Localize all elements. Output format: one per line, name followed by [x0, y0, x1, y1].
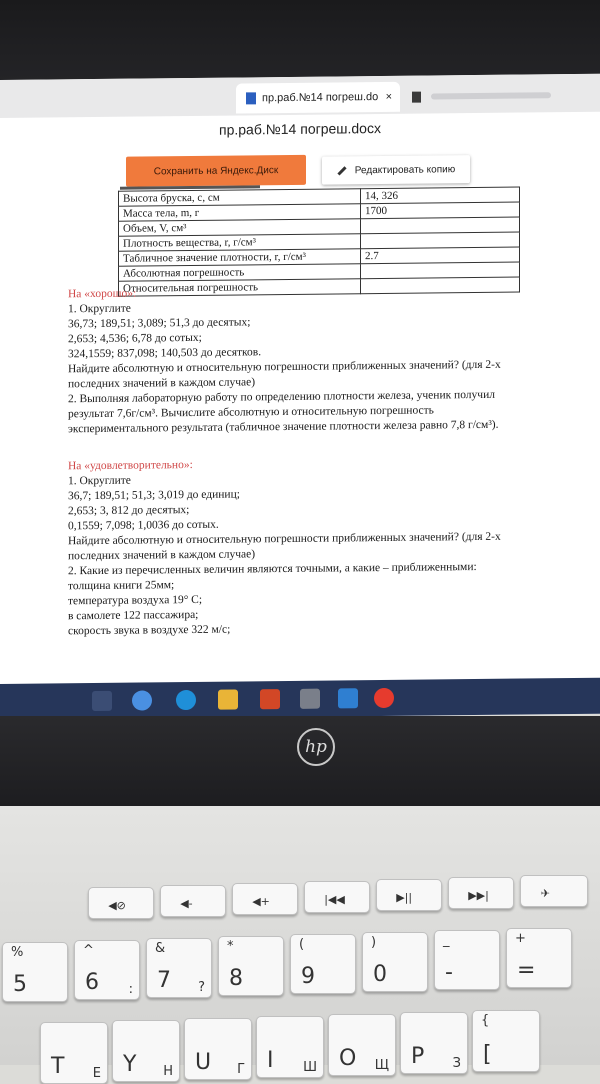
text-line: Найдите абсолютную и относительную погрешности приближенных значений? (для 2-х [68, 530, 501, 548]
table-cell-label: Плотность вещества, r, г/см³ [119, 234, 361, 252]
key-main-label: U [195, 1050, 212, 1075]
key-sub-label: Е [92, 1066, 101, 1081]
table-cell-value [361, 232, 520, 249]
table-cell-label: Абсолютная погрешность [119, 264, 361, 282]
edit-copy-label: Редактировать копию [354, 163, 456, 176]
text-line: 0,1559; 7,098; 1,0036 до сотых. [68, 518, 219, 533]
laptop-bottom-bezel [0, 716, 600, 806]
text-line: 2. Какие из перечисленных величин являются точными, а какие – приближенными: [68, 561, 477, 578]
volume-down-icon: ◀- [180, 897, 193, 910]
next-track-key[interactable] [448, 877, 514, 909]
keyboard-key[interactable] [256, 1016, 324, 1078]
previous-track-icon: |◀◀ [324, 893, 345, 906]
table-cell-value [361, 217, 520, 234]
text-line: последних значений в каждом случае) [68, 548, 256, 563]
text-line: 1. Округлите [68, 302, 131, 316]
mail-icon[interactable] [338, 688, 358, 708]
key-top-label: & [155, 941, 166, 956]
keyboard-key[interactable] [290, 934, 356, 994]
keyboard-key[interactable] [2, 942, 68, 1002]
previous-track-key[interactable] [304, 881, 370, 913]
mute-key[interactable] [88, 887, 154, 919]
section-satisfactory [68, 454, 558, 639]
play-pause-icon: ▶|| [396, 891, 413, 904]
key-top-label: + [515, 931, 526, 946]
keyboard-key[interactable] [74, 940, 140, 1000]
keyboard-key[interactable] [328, 1014, 396, 1076]
keyboard-key[interactable] [506, 928, 572, 988]
table-cell-value: 1700 [361, 202, 520, 219]
tab-inactive[interactable] [404, 84, 594, 108]
edit-copy-button[interactable] [322, 155, 470, 185]
key-main-label: 8 [229, 966, 243, 991]
edge-browser-icon[interactable] [176, 690, 196, 710]
next-track-icon: ▶▶| [468, 889, 489, 902]
text-line: 2,653; 3, 812 до десятых; [68, 504, 190, 518]
key-main-label: [ [483, 1042, 492, 1067]
keyboard-key[interactable] [218, 936, 284, 996]
document-title: пр.раб.№14 погреш.docx [219, 120, 381, 138]
task-view-icon[interactable] [92, 691, 112, 711]
key-top-label: { [481, 1013, 490, 1028]
airplane-icon: ✈ [540, 887, 551, 900]
file-explorer-icon[interactable] [218, 690, 238, 710]
keyboard-key[interactable] [112, 1020, 180, 1082]
text-line: экспериментального результата (табличное значение плотности железа равно 7,8 г/см³). [68, 418, 499, 436]
mute-icon: ◀⊘ [108, 899, 126, 912]
key-top-label: ( [299, 937, 305, 952]
keyboard-key[interactable] [184, 1018, 252, 1080]
close-tab-icon[interactable]: × [385, 90, 392, 103]
tab-active-document[interactable] [236, 82, 400, 114]
key-sub-label: Г [237, 1062, 245, 1077]
key-main-label: 9 [301, 964, 315, 989]
text-line: 36,7; 189,51; 51,3; 3,019 до единиц; [68, 488, 240, 503]
key-main-label: 6 [85, 970, 99, 995]
key-top-label: % [11, 945, 24, 960]
text-line: скорость звука в воздухе 322 м/с; [68, 623, 231, 638]
key-top-label: _ [443, 933, 450, 948]
key-main-label: P [411, 1044, 425, 1069]
key-main-label: T [51, 1054, 65, 1079]
key-sub-label: : [128, 982, 133, 997]
text-line: 324,1559; 837,098; 140,503 до десятков. [68, 346, 262, 361]
volume-down-key[interactable] [160, 885, 226, 917]
key-top-label: ) [371, 935, 377, 950]
document-icon [412, 91, 421, 102]
powerpoint-icon[interactable] [260, 689, 280, 709]
key-top-label: * [227, 939, 234, 954]
key-main-label: 5 [13, 972, 27, 997]
text-line: 2,653; 4,536; 6,78 до сотых; [68, 331, 202, 346]
text-line: 2. Выполняя лабораторную работу по определению плотности железа, ученик получил [68, 388, 495, 406]
text-line: Найдите абсолютную и относительную погрешности приближенных значений? (для 2-х [68, 358, 501, 376]
document-body [0, 186, 600, 720]
key-sub-label: Щ [374, 1058, 389, 1073]
laptop-screen [0, 74, 600, 720]
key-sub-label: Ш [303, 1060, 317, 1075]
table-cell-label: Масса тела, m, г [119, 204, 361, 222]
table-cell-label: Объем, V, см³ [119, 219, 361, 237]
table-cell-value: 2.7 [361, 247, 520, 264]
save-to-yandex-disk-button[interactable]: Сохранить на Яндекс.Диск [126, 155, 306, 187]
keyboard-key[interactable] [434, 930, 500, 990]
laptop-top-bezel [0, 0, 600, 82]
text-line: толщина книги 25мм; [68, 579, 175, 593]
key-main-label: = [517, 958, 536, 983]
table-cell-label: Высота бруска, с, см [119, 189, 361, 207]
section-heading: На «хорошо»: [68, 287, 137, 301]
text-line: в самолете 122 пассажира; [68, 608, 199, 623]
key-sub-label: ? [198, 980, 205, 995]
windows-taskbar [0, 678, 600, 720]
keyboard-key[interactable] [40, 1022, 108, 1084]
key-main-label: I [267, 1048, 274, 1073]
key-main-label: 0 [373, 962, 387, 987]
play-pause-key[interactable] [376, 879, 442, 911]
tab-title: пр.раб.№14 погреш.do [262, 91, 379, 105]
pencil-icon [337, 166, 346, 175]
blurred-tab-title [431, 92, 551, 99]
key-sub-label: З [452, 1056, 461, 1071]
browser-tab-bar [0, 74, 600, 118]
key-top-label: ^ [83, 943, 94, 958]
table-cell-value [361, 262, 520, 279]
text-line: 36,73; 189,51; 3,089; 51,3 до десятых; [68, 316, 251, 331]
airplane-mode-key[interactable] [520, 875, 588, 907]
properties-table [118, 187, 520, 297]
hp-logo: hp [297, 728, 335, 766]
key-main-label: - [445, 960, 453, 985]
text-line: последних значений в каждом случае) [68, 376, 256, 391]
table-cell-value: 14, 326 [361, 187, 520, 204]
text-line: 1. Округлите [68, 474, 131, 488]
yandex-browser-icon[interactable] [374, 688, 394, 708]
key-main-label: 7 [157, 968, 171, 993]
keyboard-key[interactable] [472, 1010, 540, 1072]
section-heading: На «удовлетворительно»: [68, 458, 193, 473]
store-icon[interactable] [300, 689, 320, 709]
keyboard-key[interactable] [362, 932, 428, 992]
keyboard-key[interactable] [146, 938, 212, 998]
document-icon [246, 92, 256, 104]
volume-up-icon: ◀+ [252, 895, 270, 908]
volume-up-key[interactable] [232, 883, 298, 915]
key-sub-label: Н [163, 1064, 173, 1079]
section-good [68, 282, 558, 437]
table-cell-label: Относительная погрешность [119, 279, 361, 297]
text-line: результат 7,6г/см³. Вычислите абсолютную и относительную погрешность [68, 404, 434, 421]
cortana-icon[interactable] [132, 690, 152, 710]
text-line: температура воздуха 19° С; [68, 593, 203, 608]
key-main-label: O [339, 1046, 357, 1071]
key-main-label: Y [123, 1052, 137, 1077]
table-cell-label: Табличное значение плотности, r, г/см³ [119, 249, 361, 267]
